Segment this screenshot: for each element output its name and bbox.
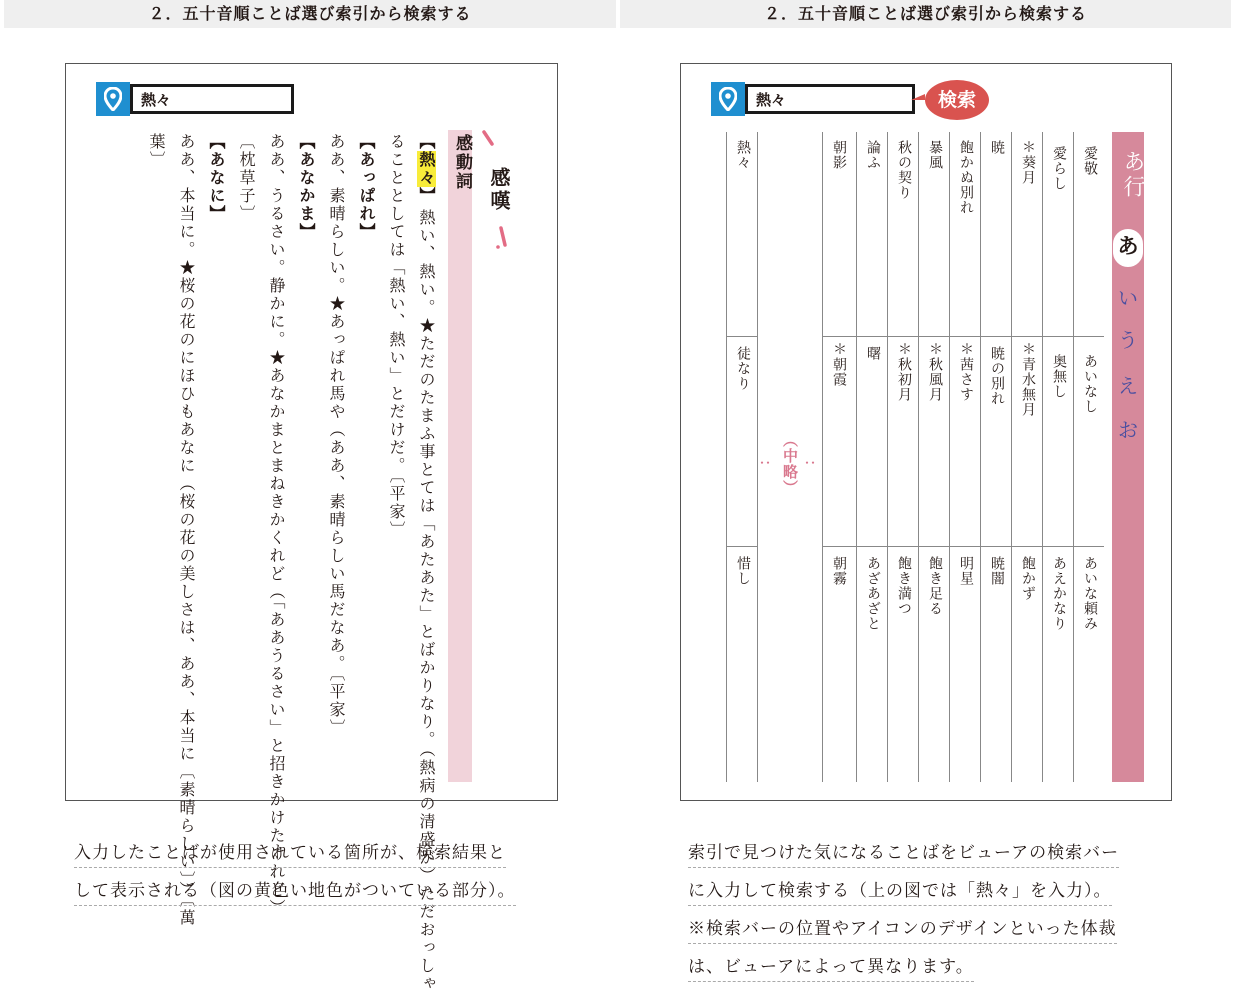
index-entry[interactable]: 朝霧: [831, 556, 847, 586]
index-entry[interactable]: 朝影: [831, 140, 847, 170]
index-entry[interactable]: あえかなり: [1051, 556, 1067, 631]
index-column: [918, 132, 949, 782]
section-divider: [726, 546, 757, 547]
kana-tab[interactable]: お: [1118, 418, 1138, 442]
index-column: [1073, 132, 1104, 782]
left-caption-line: して表示される（図の黄色い地色がついている部分）。: [74, 876, 516, 906]
index-entry[interactable]: 曙: [865, 346, 881, 361]
right-caption-line: に入力して検索する（上の図では「熱々」を入力）。: [688, 876, 1112, 906]
map-pin-icon: [711, 82, 745, 116]
dict-column: 葉〕: [147, 133, 166, 169]
index-entry[interactable]: 愛敬: [1082, 146, 1098, 176]
index-entry[interactable]: ＊秋初月: [896, 342, 912, 402]
index-entry[interactable]: 論ふ: [865, 140, 881, 170]
map-pin-icon: [96, 82, 130, 116]
search-input[interactable]: 熱々: [745, 84, 915, 114]
dict-column: 【熱々】熱い、熱い。★ただのたまふ事とては「あたあた」とばかりなり。（熱病の清盛が）ただおっしゃ: [417, 133, 436, 993]
index-column: [980, 132, 1011, 782]
index-entry[interactable]: 飽かぬ別れ: [958, 140, 974, 215]
index-entry[interactable]: ＊葵月: [1020, 140, 1036, 185]
column-rule: [757, 132, 758, 782]
index-entry[interactable]: 暁の別れ: [989, 346, 1005, 406]
section-divider: [726, 336, 757, 337]
index-entry[interactable]: ＊青水無月: [1020, 342, 1036, 417]
dict-column: ああ、素晴らしい。★あっぱれ馬や（ああ、素晴らしい馬だなあ。〔平家〕: [327, 133, 346, 737]
index-column: [949, 132, 980, 782]
row-label: あ行: [1120, 150, 1145, 200]
left-caption-line: 入力したことばが使用されている箇所が、検索結果と: [74, 838, 506, 868]
index-entry[interactable]: 飽き足る: [927, 556, 943, 616]
index-entry[interactable]: 熱々: [735, 140, 751, 170]
index-entry[interactable]: ＊茜さす: [958, 342, 974, 402]
index-column: [1011, 132, 1042, 782]
index-column: [726, 132, 757, 782]
dict-headword: 【あっぱれ】: [357, 133, 376, 241]
kana-tab[interactable]: え: [1118, 374, 1138, 398]
dict-column: ることとしては「熱い、熱い」とだけだ。〔平家〕: [387, 133, 406, 539]
index-entry[interactable]: ＊朝霞: [831, 342, 847, 387]
index-column: [822, 132, 853, 782]
index-entry[interactable]: あざあざと: [865, 556, 881, 631]
right-caption-line: ※検索バーの位置やアイコンのデザインといった体裁: [688, 914, 1117, 944]
right-caption-line: は、ビューアによって異なります。: [688, 952, 974, 982]
search-input[interactable]: 熱々: [130, 84, 294, 114]
index-entry[interactable]: 明星: [958, 556, 974, 586]
index-entry[interactable]: 徒なり: [735, 346, 751, 391]
dict-headword: 【あなに】: [207, 133, 226, 223]
section-title: 感嘆: [487, 167, 511, 213]
left-header: ２．五十音順ことば選び索引から検索する: [4, 0, 616, 28]
dict-column: ああ、うるさい。静かに。★あなかまとまねきかくれど（「ああうるさい」と招きかけたけれど）: [267, 133, 286, 917]
index-entry[interactable]: あいな頼み: [1082, 556, 1098, 631]
right-caption-line: 索引で見つけた気になることばをビューアの検索バー: [688, 838, 1119, 868]
index-column: [856, 132, 887, 782]
index-entry[interactable]: 暴風: [927, 140, 943, 170]
index-column: [1042, 132, 1073, 782]
section-divider: [822, 546, 1104, 547]
dict-column: 〔枕草子〕: [237, 133, 256, 223]
search-hit-highlight: 熱々: [417, 151, 436, 187]
index-entry[interactable]: 奥無し: [1051, 354, 1067, 399]
index-entry[interactable]: 暁: [989, 140, 1005, 155]
index-entry[interactable]: 暁闇: [989, 556, 1005, 586]
omission-dots: ･･: [759, 456, 772, 470]
search-button[interactable]: 検索: [937, 89, 976, 111]
omission-label: （中略）: [781, 432, 799, 496]
kana-selected[interactable]: あ: [1117, 233, 1139, 258]
right-header: ２．五十音順ことば選び索引から検索する: [620, 0, 1231, 28]
index-entry[interactable]: 愛らし: [1051, 146, 1067, 191]
index-column: [887, 132, 918, 782]
section-divider: [822, 336, 1104, 337]
kana-tab[interactable]: う: [1118, 328, 1138, 352]
category-band: [448, 130, 472, 782]
index-entry[interactable]: 惜し: [735, 556, 751, 586]
index-entry[interactable]: ＊秋風月: [927, 342, 943, 402]
index-entry[interactable]: 飽かず: [1020, 556, 1036, 601]
category-label: 感動詞: [452, 134, 472, 191]
dict-column: ああ、本当に。★桜の花のにほひもあなに（桜の花の美しさは、ああ、本当に〔素晴らしい〕）〔萬: [177, 133, 196, 927]
omission-dots: ･･: [804, 456, 817, 470]
dict-headword: 【あなかま】: [297, 133, 316, 241]
kana-tab[interactable]: い: [1118, 286, 1138, 310]
index-entry[interactable]: 秋の契り: [896, 140, 912, 200]
left-search-bar[interactable]: [96, 81, 294, 117]
right-search-bar[interactable]: [711, 81, 915, 117]
index-entry[interactable]: あいなし: [1082, 354, 1098, 414]
index-entry[interactable]: 飽き満つ: [896, 556, 912, 616]
right-page: [680, 63, 1172, 801]
